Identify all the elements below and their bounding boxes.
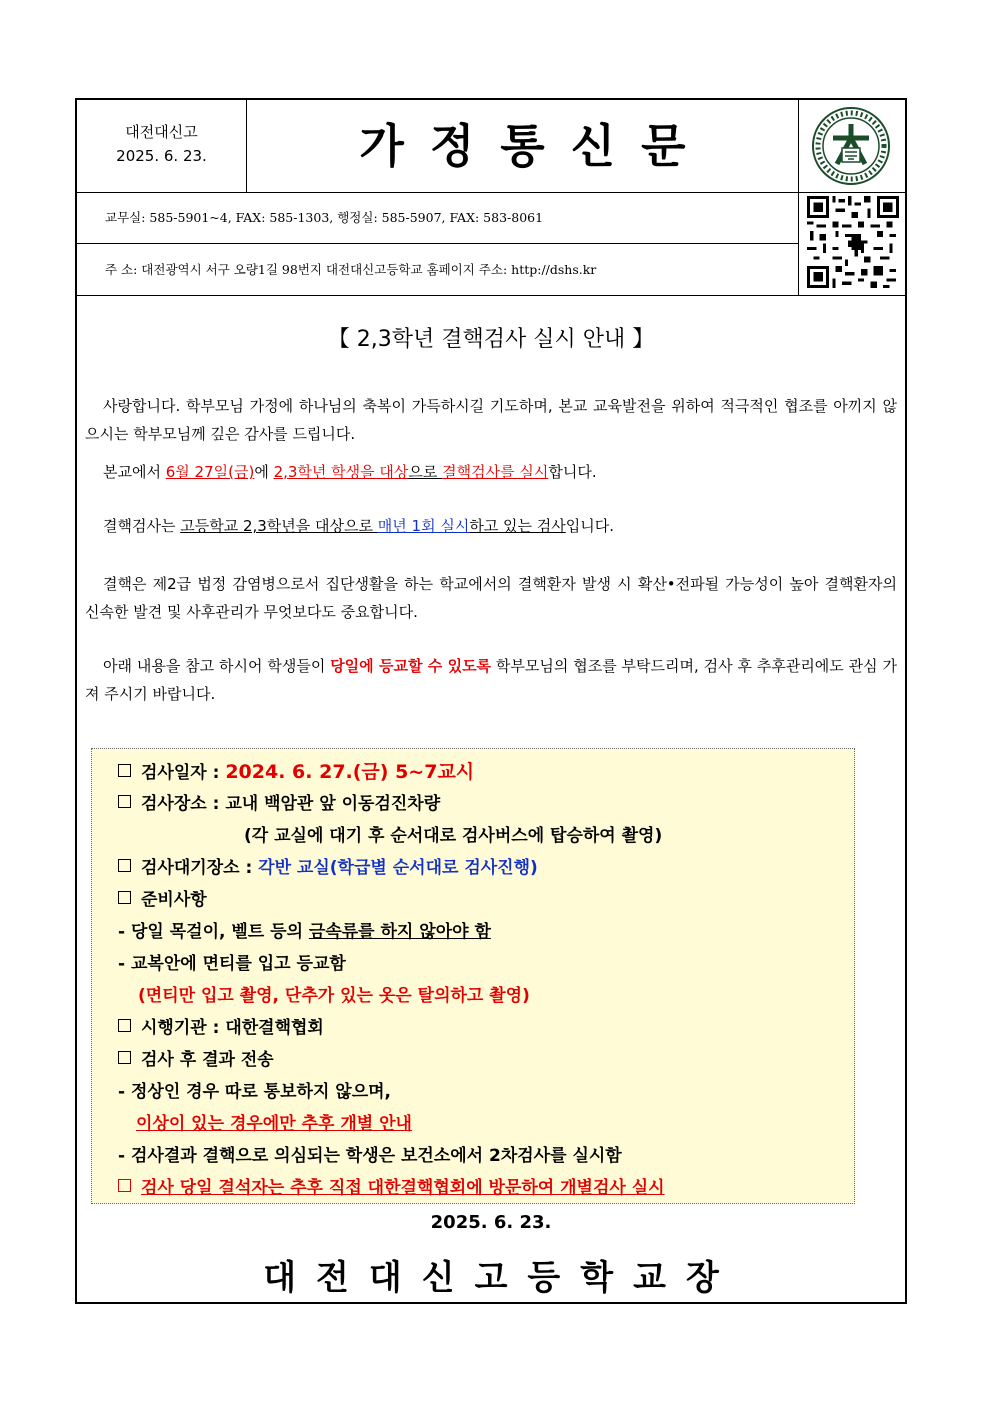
exam-date-line xyxy=(118,757,474,784)
checkbox-icon xyxy=(118,795,131,808)
text-span: 으로 xyxy=(408,463,443,481)
address-line: 주 소: 대전광역시 서구 오량1길 98번지 대전대신고등학교 홈페이지 주소: http://dshs.kr xyxy=(77,244,799,296)
frequency-highlight: 매년 1회 실시 xyxy=(377,517,470,535)
school-date-cell xyxy=(77,100,247,192)
exam-date-value: 2024. 6. 27.(금) 5~7교시 xyxy=(225,761,475,783)
normal-result-line: - 정상인 경우 따로 통보하지 않으며, xyxy=(118,1082,392,1102)
agency-line xyxy=(118,1013,324,1038)
qr-code-icon[interactable] xyxy=(807,196,899,288)
contact-line: 교무실: 585-5901~4, FAX: 585-1303, 행정실: 585-5907, FAX: 583-8061 xyxy=(77,192,799,244)
issue-date-top: 2025. 6. 23. xyxy=(116,147,207,165)
exam-date-highlight: 6월 27일(금) xyxy=(165,463,255,481)
label: 검사 후 결과 전송 xyxy=(141,1050,274,1070)
target-highlight: 2,3학년 학생을 대상 xyxy=(273,463,409,481)
issue-date: 2025. 6. 23. xyxy=(430,1212,552,1233)
letterhead-top-row xyxy=(77,100,905,193)
text-span: 학부모님의 협조를 부탁드리며, 검사 후 추후관리에도 관심 가져 주시기 바랍니다. xyxy=(85,657,897,703)
notice-heading: 【 2,3학년 결핵검사 실시 안내 】 xyxy=(327,327,655,352)
document-title: 가정통신문 xyxy=(247,100,799,192)
preparation-line xyxy=(118,885,207,910)
logo-cell xyxy=(799,100,905,192)
label: 시행기관 : 대한결핵협회 xyxy=(141,1018,324,1038)
tshirt-note-line: - 교복안에 면티를 입고 등교함 xyxy=(118,954,346,974)
label: 검사장소 : 교내 백암관 앞 이동검진차량 xyxy=(141,794,441,814)
label: 검사일자 : xyxy=(141,763,226,783)
qr-cell xyxy=(799,192,905,296)
exam-place-note: (각 교실에 대기 후 순서대로 검사버스에 탑승하여 촬영) xyxy=(244,826,663,846)
notice-frame xyxy=(75,98,907,1304)
tb-info-paragraph: 결핵은 제2급 법정 감염병으로서 집단생활을 하는 학교에서의 결핵환자 발생 시 확산•전파될 가능성이 높아 결핵환자의 신속한 발견 및 사후관리가 무엇보다도 중요합니다. xyxy=(85,575,897,621)
text-span: 결핵검사는 xyxy=(103,517,181,535)
text-span: 입니다. xyxy=(565,517,615,535)
schedule-paragraph xyxy=(85,458,897,486)
label: 검사대기장소 : xyxy=(141,858,259,878)
label: 검사 당일 결석자는 추후 직접 대한결핵협회에 방문하여 개별검사 실시 xyxy=(141,1178,665,1198)
metal-note-underline: 금속류를 하지 않아야 함 xyxy=(308,922,491,942)
exam-highlight: 결핵검사를 실시 xyxy=(442,463,549,481)
request-paragraph xyxy=(85,652,897,708)
annual-paragraph xyxy=(85,512,897,540)
second-test-line: - 검사결과 결핵으로 의심되는 학생은 보건소에서 2차검사를 실시함 xyxy=(118,1146,622,1166)
label: - 당일 목걸이, 벨트 등의 xyxy=(118,922,309,942)
text-span: 합니다. xyxy=(548,463,597,481)
checkbox-icon xyxy=(118,1179,131,1192)
exam-details-box xyxy=(91,748,855,1204)
principal-signature: 대전대신고등학교장 xyxy=(263,1258,739,1298)
label: 준비사항 xyxy=(141,890,207,910)
absentee-line xyxy=(118,1173,665,1198)
checkbox-icon xyxy=(118,1051,131,1064)
waiting-place-line xyxy=(118,853,538,878)
text-span: 본교에서 xyxy=(103,463,166,481)
checkbox-icon xyxy=(118,764,131,777)
tshirt-note-detail: (면티만 입고 촬영, 단추가 있는 옷은 탈의하고 촬영) xyxy=(138,986,530,1006)
metal-note-line xyxy=(118,917,491,942)
attendance-highlight: 당일에 등교할 수 있도록 xyxy=(330,657,492,675)
checkbox-icon xyxy=(118,1019,131,1032)
text-span: 아래 내용을 참고 하시어 학생들이 xyxy=(103,657,331,675)
exam-underline: 하고 있는 검사 xyxy=(469,517,566,535)
abnormal-result-line: 이상이 있는 경우에만 추후 개별 안내 xyxy=(136,1114,412,1134)
greeting-paragraph: 사랑합니다. 학부모님 가정에 하나님의 축복이 가득하시길 기도하며, 본교 교육발전을 위하여 적극적인 협조를 아끼지 않으시는 학부모님께 깊은 감사를 드립니다. xyxy=(85,397,897,443)
result-line xyxy=(118,1045,274,1070)
target-underline: 고등학교 2,3학년을 대상으로 xyxy=(180,517,378,535)
exam-place-line xyxy=(118,789,440,814)
waiting-place-value: 각반 교실(학급별 순서대로 검사진행) xyxy=(258,858,538,878)
school-short-name: 대전대신고 xyxy=(125,123,198,141)
text-span: 에 xyxy=(254,463,274,481)
checkbox-icon xyxy=(118,859,131,872)
checkbox-icon xyxy=(118,891,131,904)
letterhead xyxy=(77,100,905,296)
school-seal-icon xyxy=(811,106,891,186)
